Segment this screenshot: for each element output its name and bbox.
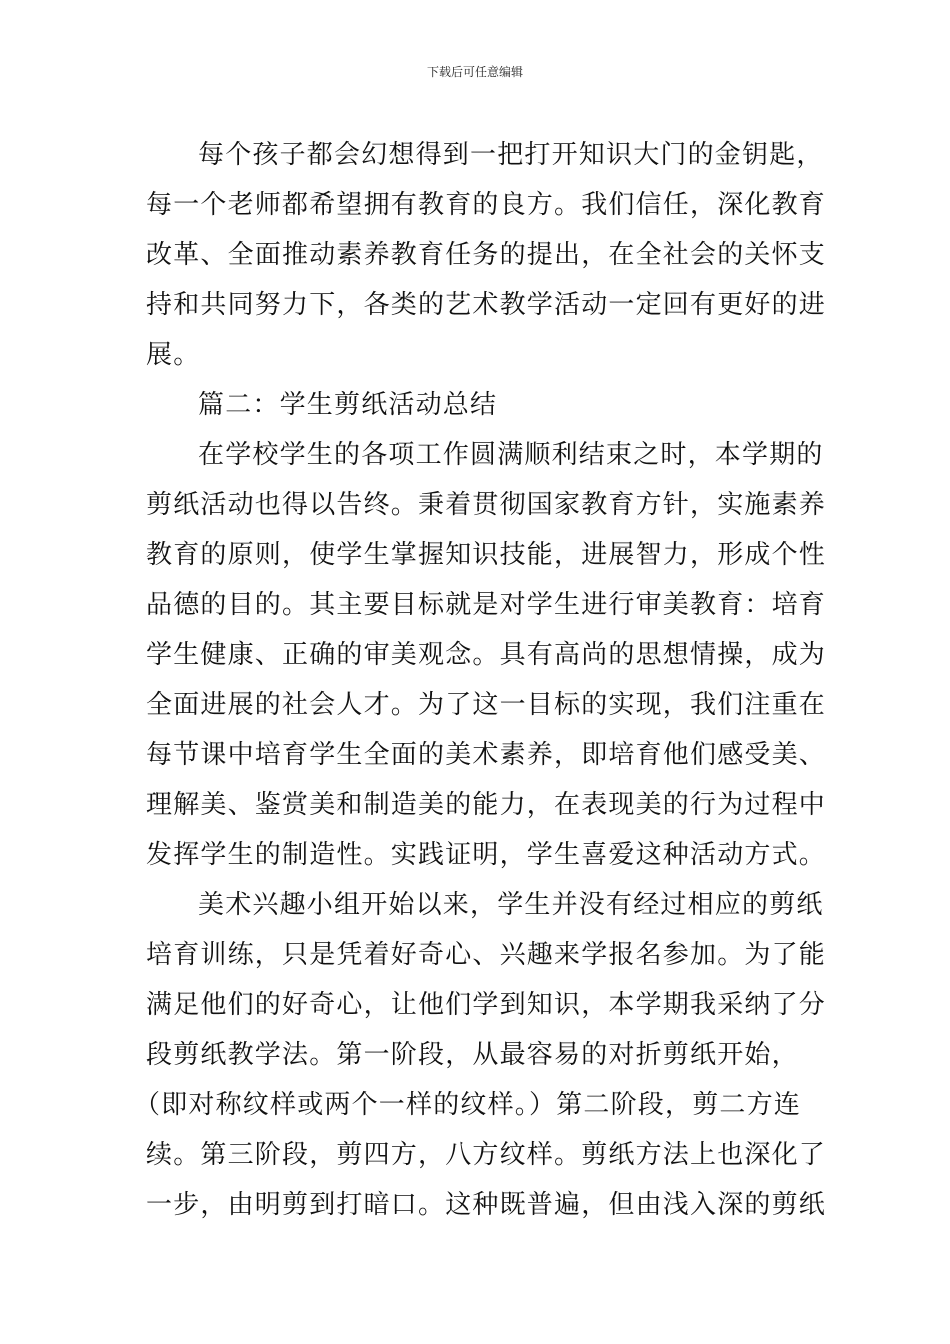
paragraph-line: 改革、全面推动素养教育任务的提出，在全社会的关怀支 (146, 240, 827, 270)
paragraph-line: 满足他们的好奇心，让他们学到知识，本学期我采纳了分 (146, 990, 827, 1020)
paragraph-line: 全面进展的社会人才。为了这一目标的实现，我们注重在 (146, 690, 827, 720)
paragraph-line: 每个孩子都会幻想得到一把打开知识大门的金钥匙， (198, 140, 824, 170)
body-text (134, 130, 827, 1230)
paragraph-line: 持和共同努力下，各类的艺术教学活动一定回有更好的进 (146, 290, 827, 320)
paragraph-line: 续。第三阶段，剪四方，八方纹样。剪纸方法上也深化了 (146, 1140, 827, 1170)
paragraph-line: 一步，由明剪到打暗口。这种既普遍，但由浅入深的剪纸 (146, 1190, 827, 1220)
paragraph-line: 段剪纸教学法。第一阶段，从最容易的对折剪纸开始， (146, 1040, 799, 1070)
paragraph-line: 美术兴趣小组开始以来，学生并没有经过相应的剪纸 (198, 890, 824, 920)
paragraph-line: 每节课中培育学生全面的美术素养，即培育他们感受美、 (146, 740, 827, 770)
paragraph-line: 发挥学生的制造性。实践证明，学生喜爱这种活动方式。 (146, 840, 827, 870)
page-header: 下载后可任意编辑 (426, 65, 523, 79)
paragraph-line: 每一个老师都希望拥有教育的良方。我们信任，深化教育 (146, 190, 827, 220)
paragraph-line: （即对称纹样或两个一样的纹样。）第二阶段，剪二方连 (134, 1090, 802, 1120)
paragraph-line: 品德的目的。其主要目标就是对学生进行审美教育：培育 (146, 590, 827, 620)
paragraph-line: 培育训练，只是凭着好奇心、兴趣来学报名参加。为了能 (146, 940, 827, 970)
paragraph-line: 展。 (146, 340, 201, 370)
paragraph-line: 在学校学生的各项工作圆满顺利结束之时，本学期的 (198, 440, 824, 470)
paragraph-line: 剪纸活动也得以告终。秉着贯彻国家教育方针，实施素养 (146, 490, 827, 520)
paragraph-line: 学生健康、正确的审美观念。具有高尚的思想情操，成为 (146, 640, 827, 670)
paragraph-line: 理解美、鉴赏美和制造美的能力，在表现美的行为过程中 (146, 790, 827, 820)
section-heading: 篇二：学生剪纸活动总结 (198, 390, 498, 420)
paragraph-line: 教育的原则，使学生掌握知识技能，进展智力，形成个性 (146, 540, 827, 570)
